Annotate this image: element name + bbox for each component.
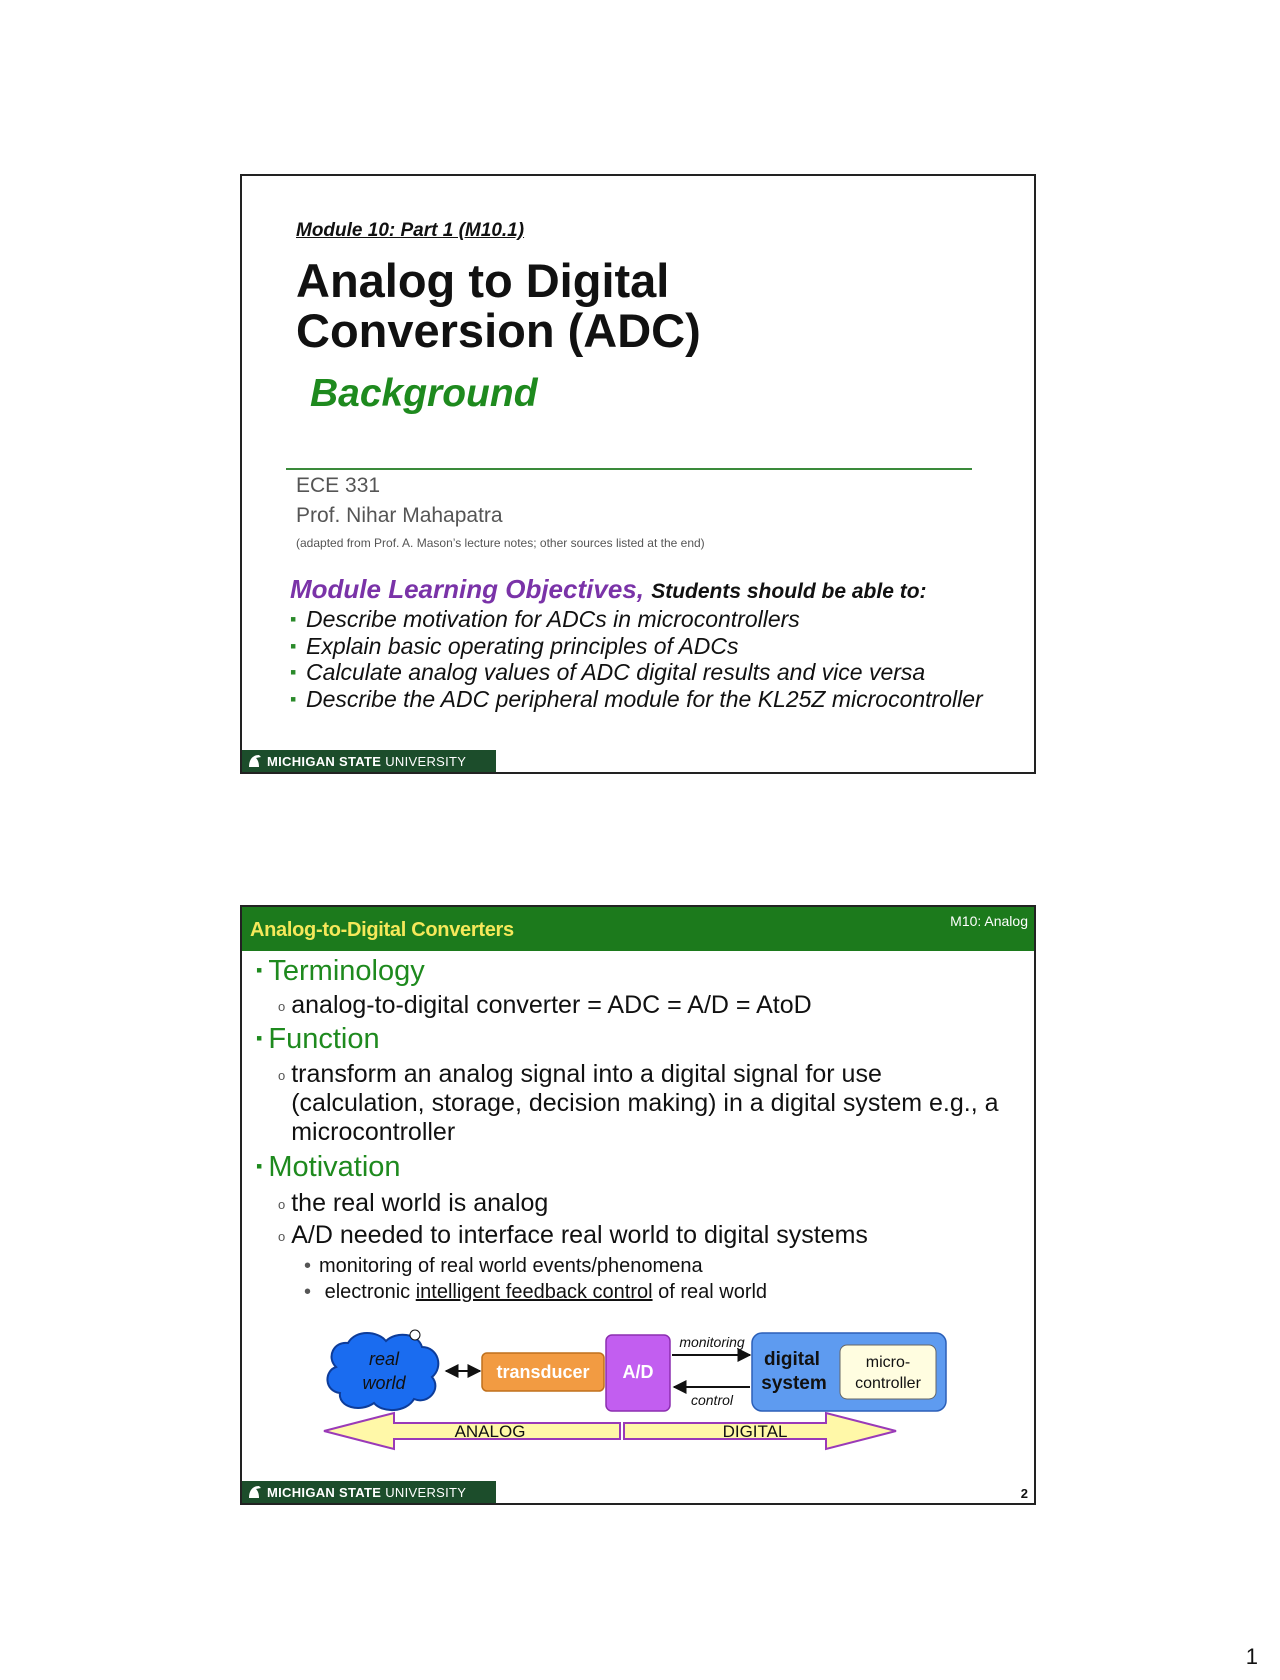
slide-1 (240, 174, 1036, 774)
objective-item: ▪ Calculate analog values of ADC digital results and vice versa (290, 659, 986, 686)
digital-system-line-1: digital (764, 1349, 820, 1370)
professor-name: Prof. Nihar Mahapatra (296, 504, 503, 527)
objectives-heading (290, 574, 927, 605)
slide-2 (240, 905, 1036, 1505)
bullet-motivation: ▪ Motivation (256, 1151, 401, 1184)
spartan-helmet-icon (247, 753, 263, 769)
objectives-lead: Students should be able to: (651, 580, 927, 603)
title-line-1: Analog to Digital (296, 254, 670, 307)
sub-item-text: of real world (652, 1281, 768, 1303)
microcontroller-line-1: micro- (865, 1354, 911, 1371)
monitoring-label: monitoring (679, 1334, 745, 1350)
sub-item-text: electronic (324, 1281, 416, 1303)
msu-logo-bar (242, 750, 496, 772)
cloud-label-line-2: world (362, 1373, 406, 1393)
objective-item: ▪ Describe the ADC peripheral module for the KL25Z microcontroller (290, 686, 986, 713)
slide-header (242, 907, 1034, 951)
motivation-text-2: A/D needed to interface real world to digital systems (291, 1221, 868, 1249)
bullet-terminology: ▪ Terminology (256, 955, 425, 988)
function-text: transform an analog signal into a digital signal for use (calculation, storage, decision making) in a digital system e.g., a microcontroller (291, 1060, 999, 1146)
objective-item: ▪ Describe motivation for ADCs in microcontrollers (290, 606, 986, 633)
cloud-label-line-1: real (368, 1349, 400, 1369)
slide-header-tag: M10: Analog (950, 913, 1028, 929)
msu-logo-word-1: MICHIGAN STATE (267, 753, 382, 769)
sub-item: • monitoring of real world events/phenomena (304, 1255, 703, 1278)
objectives-title: Module Learning Objectives, (290, 574, 644, 604)
bullet-function: ▪ Function (256, 1023, 380, 1056)
credit-note: (adapted from Prof. A. Mason’s lecture notes; other sources listed at the end) (296, 536, 705, 550)
msu-logo-word-2: UNIVERSITY (385, 1484, 467, 1500)
microcontroller-line-2: controller (855, 1375, 921, 1392)
msu-logo-bar (242, 1481, 496, 1503)
function-item: o transform an analog signal into a digital signal for use (calculation, storage, decision making) in a digital system e.g., a microcontroller (278, 1060, 1001, 1147)
msu-logo-word-1: MICHIGAN STATE (267, 1484, 382, 1500)
slide-subtitle: Background (310, 372, 538, 415)
divider-line (286, 468, 972, 470)
slide-title (296, 256, 856, 356)
terminology-item: o analog-to-digital converter = ADC = A/D = AtoD (278, 991, 812, 1019)
objectives-list (290, 606, 986, 712)
spartan-helmet-icon (247, 1484, 263, 1500)
slide-header-title: Analog-to-Digital Converters (250, 919, 514, 941)
control-label: control (690, 1392, 734, 1408)
adc-block-diagram (322, 1327, 962, 1467)
document-page-number: 1 (1245, 1644, 1258, 1669)
slide-page-number: 2 (1020, 1486, 1028, 1501)
objective-item: ▪ Explain basic operating principles of ADCs (290, 633, 986, 660)
motivation-item: o A/D needed to interface real world to digital systems (278, 1221, 868, 1249)
msu-logo-word-2: UNIVERSITY (385, 753, 467, 769)
transducer-label: transducer (496, 1362, 590, 1382)
digital-label: DIGITAL (722, 1422, 788, 1441)
sub-item-underlined: intelligent feedback control (415, 1281, 653, 1303)
motivation-text-1: the real world is analog (291, 1189, 549, 1217)
module-label: Module 10: Part 1 (M10.1) (296, 220, 525, 241)
course-code: ECE 331 (296, 474, 381, 497)
motivation-item: o the real world is analog (278, 1189, 549, 1217)
sub-item (304, 1281, 767, 1304)
digital-system-line-2: system (761, 1373, 827, 1394)
ad-label: A/D (622, 1362, 654, 1382)
terminology-text: analog-to-digital converter = ADC = A/D = AtoD (291, 991, 812, 1019)
real-world-cloud-icon (327, 1333, 438, 1410)
title-line-2: Conversion (ADC) (296, 304, 701, 357)
planet-icon (410, 1330, 420, 1340)
analog-label: ANALOG (454, 1422, 526, 1441)
